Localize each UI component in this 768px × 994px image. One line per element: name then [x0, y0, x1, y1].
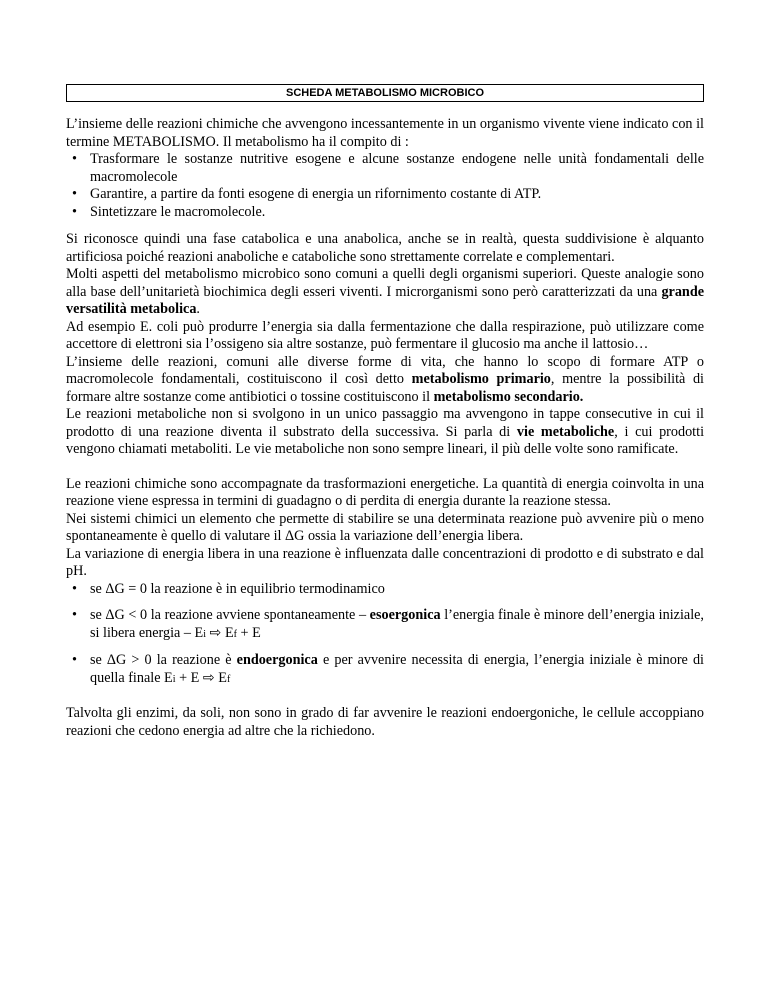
bold-term: metabolismo primario [411, 371, 551, 387]
metabolic-pathways-paragraph: Le reazioni metaboliche non si svolgono in un unico passaggio ma avvengono in tappe consecutive in cui il prodotto di una reazione diventa il substrato della successiva. Si parla di vie metaboliche, i cui prodotti vengono chiamati metaboliti. Le vie metaboliche non sono sempre lineari, il più delle volte sono ramificate. [66, 406, 705, 457]
intro-bullet-list [66, 151, 704, 221]
bold-term: endoergonica [236, 652, 318, 668]
ecoli-example-paragraph: Ad esempio E. coli può produrre l’energia sia dalla fermentazione che dalla respirazione, può utilizzare come accettore di elettroni sia l’ossigeno sia altre sostanze, può fermentare il glucosio ma anche il lattosio… [66, 318, 704, 352]
intro-paragraph: L’insieme delle reazioni chimiche che avvengono incessantemente in un organismo vivente viene indicato con il termine METABOLISMO. Il metabolismo ha il compito di : [66, 116, 704, 150]
microbial-metabolism-paragraph: Molti aspetti del metabolismo microbico sono comuni a quelli degli organismi superiori. Queste analogie sono alla base dell’unitarietà biochimica degli esseri viventi. I microrganismi sono però caratterizzati da una grande versatilità metabolica. [66, 266, 704, 317]
document-title: SCHEDA METABOLISMO MICROBICO [66, 84, 704, 102]
delta-g-zero-bullet: • se ΔG = 0 la reazione è in equilibrio termodinamico [66, 581, 704, 599]
catabolic-anabolic-paragraph: Si riconosce quindi una fase catabolica e una anabolica, anche se in realtà, questa suddivisione è alquanto artificiosa poiché reazioni anaboliche e cataboliche sono strettamente correlate e complementari. [66, 231, 704, 265]
delta-g-bullet-list [66, 581, 704, 689]
delta-g-positive-bullet: • se ΔG > 0 la reazione è endoergonica e per avvenire necessita di energia, l’energia iniziale è minore di quella finale Ei + E ⇨ Ef [66, 652, 704, 688]
delta-g-negative-bullet: • se ΔG < 0 la reazione avviene spontaneamente – esoergonica l’energia finale è minore dell’energia iniziale, si libera energia – Ei ⇨ Ef + E [66, 607, 704, 643]
intro-bullet-1: • Trasformare le sostanze nutritive esogene e alcune sostanze endogene nelle unità fondamentali delle macromolecole [66, 151, 704, 186]
document-page [66, 84, 704, 740]
primary-secondary-paragraph: L’insieme delle reazioni, comuni alle diverse forme di vita, che hanno lo scopo di formare ATP o macromolecole fondamentali, costituiscono il così detto metabolismo primario, mentre la possibilità di formare altre sostanze come antibiotici o tossine costituiscono il metabolismo secondario. [66, 353, 704, 405]
free-energy-paragraph: La variazione di energia libera in una reazione è influenzata dalle concentrazioni di prodotto e di substrato e dal pH. [66, 545, 704, 579]
bold-term: esoergonica [369, 607, 441, 623]
intro-bullet-2: • Garantire, a partire da fonti esogene di energia un rifornimento costante di ATP. [66, 186, 704, 204]
delta-g-paragraph: Nei sistemi chimici un elemento che permette di stabilire se una determinata reazione può avvenire più o meno spontaneamente è quello di valutare il ΔG ossia la variazione dell’energia libera. [66, 510, 704, 544]
closing-paragraph: Talvolta gli enzimi, da soli, non sono in grado di far avvenire le reazioni endoergoniche, le cellule accoppiano reazioni che cedono energia ad altre che la richiedono. [66, 705, 704, 739]
energy-paragraph: Le reazioni chimiche sono accompagnate da trasformazioni energetiche. La quantità di energia coinvolta in una reazione viene espressa in termini di guadagno o di perdita di energia durante la reazione stessa. [66, 475, 704, 509]
bold-term: vie metaboliche [516, 423, 615, 440]
intro-bullet-3: • Sintetizzare le macromolecole. [66, 204, 704, 222]
bold-term: grande versatilità metabolica [66, 283, 704, 317]
bold-term: metabolismo secondario. [433, 388, 584, 405]
